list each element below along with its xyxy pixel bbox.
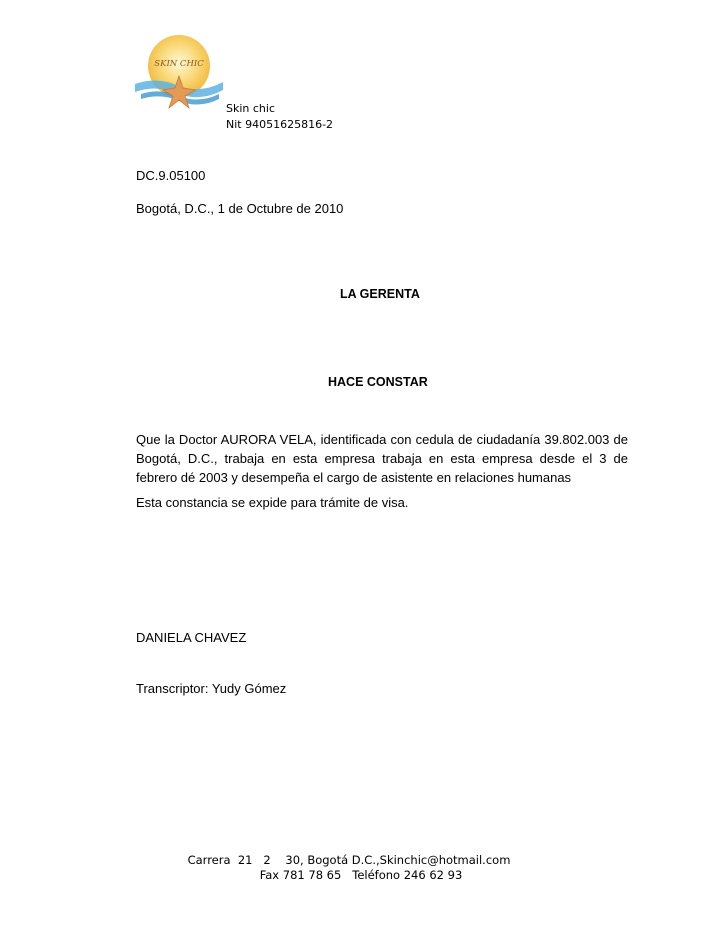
heading-la-gerenta: LA GERENTA — [340, 287, 420, 301]
footer-contact: Fax 781 78 65 Teléfono 246 62 93 — [259, 868, 463, 882]
footer-address: Carrera 21 2 30, Bogotá D.C.,Skinchic@hotmail.com — [187, 853, 511, 867]
company-name: Skin chic — [226, 102, 276, 115]
certificate-body: Que la Doctor AURORA VELA, identificada con cedula de ciudadanía 39.802.003 de Bogotá, D.C., trabaja en esta empresa trabaja en esta empresa desde el 3 de febrero dé 2003 y desempeña el cargo de asistente en relaciones humanas — [136, 432, 628, 485]
company-nit: Nit 94051625816-2 — [226, 118, 334, 131]
document-date: Bogotá, D.C., 1 de Octubre de 2010 — [136, 201, 344, 216]
transcriptor-line: Transcriptor: Yudy Gómez — [136, 681, 287, 696]
document-reference: DC.9.05100 — [136, 168, 206, 183]
signer-name: DANIELA CHAVEZ — [136, 630, 247, 645]
purpose-line: Esta constancia se expide para trámite de visa. — [136, 495, 409, 510]
logo-text: SKIN CHIC — [154, 59, 204, 69]
company-logo — [133, 32, 225, 114]
heading-hace-constar: HACE CONSTAR — [328, 375, 428, 389]
